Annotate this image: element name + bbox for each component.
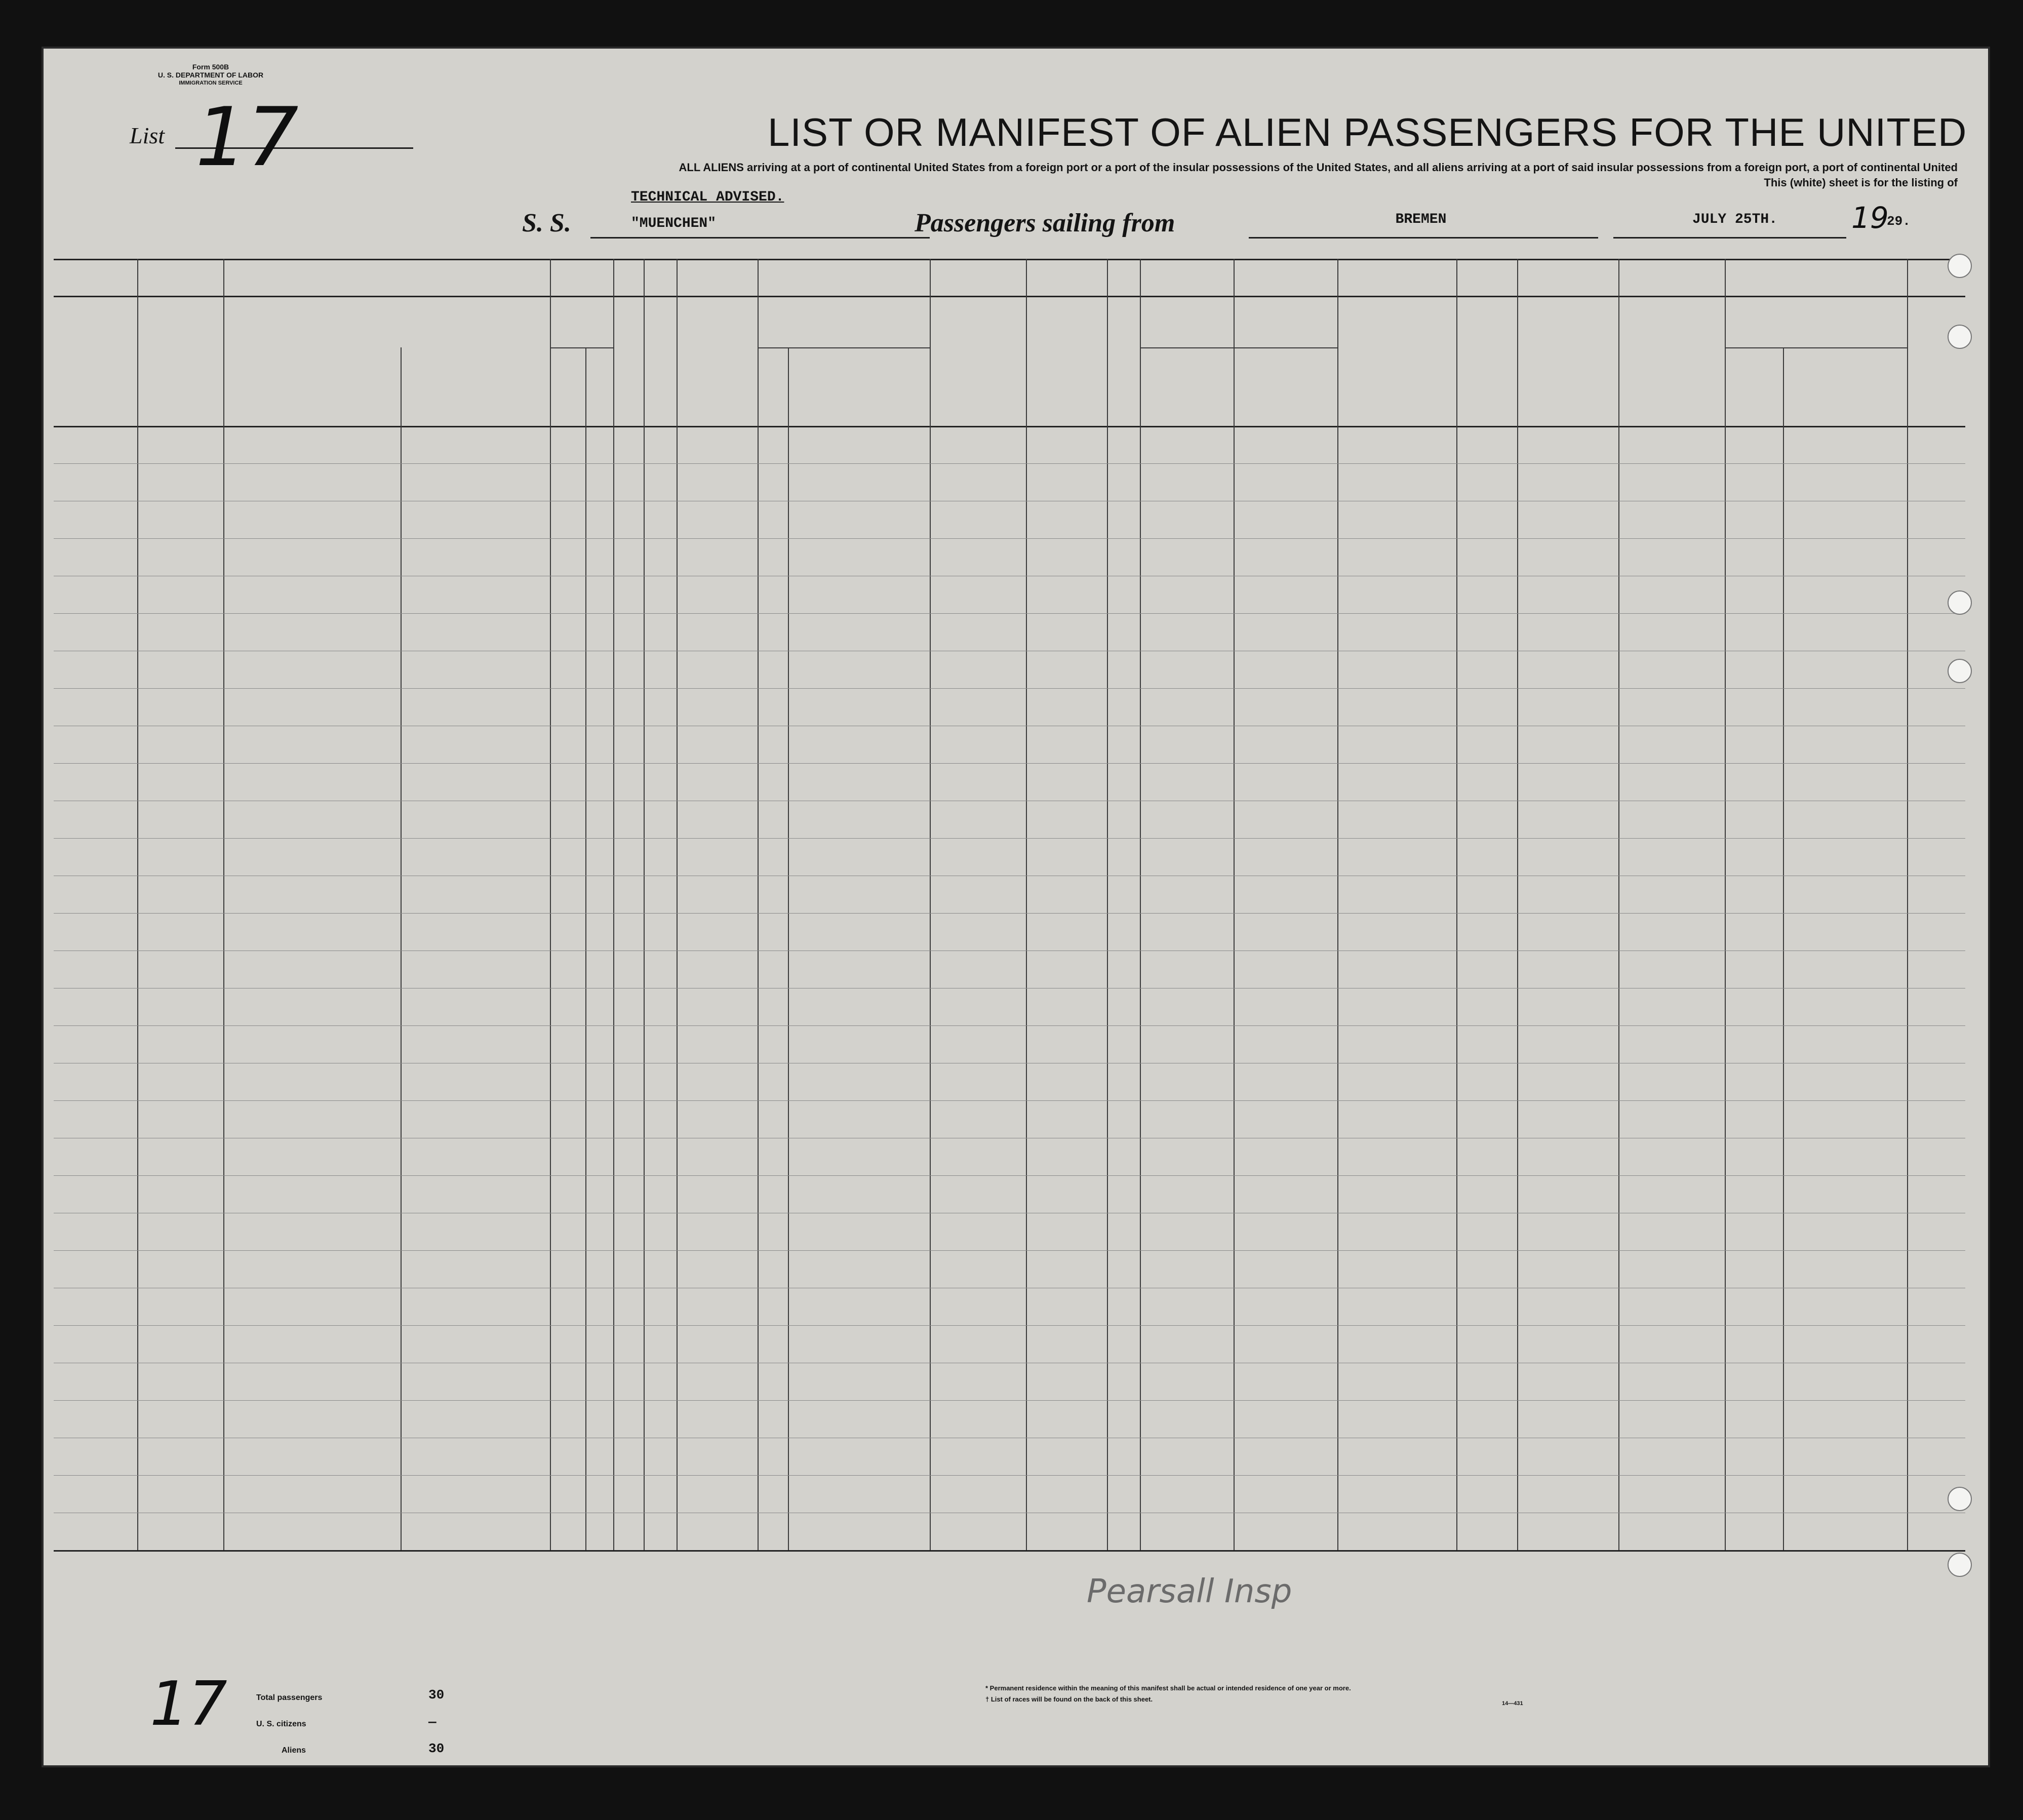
column-rule xyxy=(1234,347,1235,1550)
ship-note: TECHNICAL ADVISED. xyxy=(631,189,784,205)
binder-hole xyxy=(1948,254,1972,278)
table-rule xyxy=(54,426,1965,427)
sailing-year: 19 xyxy=(1851,201,1889,235)
row-rule xyxy=(54,1325,1965,1326)
date-line xyxy=(1613,237,1846,239)
aliens-value: 30 xyxy=(428,1741,445,1756)
column-rule xyxy=(401,347,402,1550)
sailing-year-suffix: 29. xyxy=(1887,214,1911,229)
column-rule xyxy=(1618,259,1619,1550)
citizens-value: — xyxy=(428,1715,437,1730)
page-subtitle-2: This (white) sheet is for the listing of xyxy=(1764,176,1958,189)
header-sub-rule xyxy=(758,347,930,348)
row-rule xyxy=(54,1175,1965,1176)
column-rule xyxy=(1907,259,1908,1550)
column-rule xyxy=(644,259,645,1550)
column-rule xyxy=(1107,259,1108,1550)
sailing-date: JULY 25TH. xyxy=(1692,212,1778,227)
binder-hole xyxy=(1948,590,1972,615)
list-number: 17 xyxy=(195,90,299,184)
manifest-sheet xyxy=(42,47,1990,1767)
footnote-residence: * Permanent residence within the meaning of this manifest shall be actual or intended residence of one year or more. xyxy=(985,1684,1351,1692)
row-rule xyxy=(54,838,1965,839)
row-rule xyxy=(54,1100,1965,1101)
binder-hole xyxy=(1948,659,1972,683)
handwritten-page-number: 17 xyxy=(150,1669,227,1739)
column-rule xyxy=(1337,259,1338,1550)
row-rule xyxy=(54,538,1965,539)
department-name: U. S. DEPARTMENT OF LABOR xyxy=(157,71,264,79)
column-rule xyxy=(1140,259,1141,1550)
row-rule xyxy=(54,463,1965,464)
service-name: IMMIGRATION SERVICE xyxy=(179,80,243,86)
row-rule xyxy=(54,1400,1965,1401)
column-rule xyxy=(1783,347,1784,1550)
column-rule xyxy=(1725,259,1726,1550)
total-value: 30 xyxy=(428,1687,445,1703)
header-sub-rule xyxy=(1725,347,1907,348)
departure-port: BREMEN xyxy=(1395,212,1447,227)
ship-line xyxy=(590,237,930,239)
row-rule xyxy=(54,1475,1965,1476)
row-rule xyxy=(54,763,1965,764)
column-rule xyxy=(613,259,614,1550)
aliens-label: Aliens xyxy=(282,1746,306,1755)
column-rule xyxy=(930,259,931,1550)
row-rule xyxy=(54,613,1965,614)
binder-hole xyxy=(1948,325,1972,349)
header-sub-rule xyxy=(550,347,613,348)
table-rule xyxy=(54,296,1965,297)
column-rule xyxy=(137,259,138,1550)
row-rule xyxy=(54,1025,1965,1026)
row-rule xyxy=(54,688,1965,689)
table-rule xyxy=(54,259,1965,260)
column-rule xyxy=(585,347,586,1550)
column-rule xyxy=(1517,259,1518,1550)
binder-hole xyxy=(1948,1487,1972,1511)
row-rule xyxy=(54,913,1965,914)
form-code: 14—431 xyxy=(1502,1700,1523,1707)
ship-name: "MUENCHEN" xyxy=(631,216,717,231)
page-title: LIST OR MANIFEST OF ALIEN PASSENGERS FOR THE UNITED xyxy=(768,110,1967,154)
total-label: Total passengers xyxy=(256,1693,323,1702)
column-rule xyxy=(550,259,551,1550)
column-rule xyxy=(788,347,789,1550)
form-number: Form 500B xyxy=(192,63,229,71)
row-rule xyxy=(54,1250,1965,1251)
column-rule xyxy=(677,259,678,1550)
column-rule xyxy=(223,259,224,1550)
header-married xyxy=(652,347,667,408)
column-rule xyxy=(758,259,759,1550)
column-rule xyxy=(1456,259,1457,1550)
port-line xyxy=(1249,237,1598,239)
page-subtitle: ALL ALIENS arriving at a port of continental United States from a foreign port or a port of the insular possessions of the United States, and all aliens arriving at a port of said insular possessions from a foreign port, a port of continental United xyxy=(679,161,1958,174)
list-label: List xyxy=(130,123,165,148)
inspector-signature: Pearsall Insp xyxy=(1087,1573,1292,1610)
form-identifier xyxy=(145,63,276,87)
table-rule xyxy=(54,1550,1965,1552)
binder-hole xyxy=(1948,1553,1972,1577)
citizens-label: U. S. citizens xyxy=(256,1720,306,1728)
header-sub-rule xyxy=(1140,347,1337,348)
footnote-races: † List of races will be found on the back of this sheet. xyxy=(985,1695,1153,1703)
sailing-label: Passengers sailing from xyxy=(915,209,1175,238)
ss-label: S. S. xyxy=(522,209,571,238)
column-rule xyxy=(1026,259,1027,1550)
